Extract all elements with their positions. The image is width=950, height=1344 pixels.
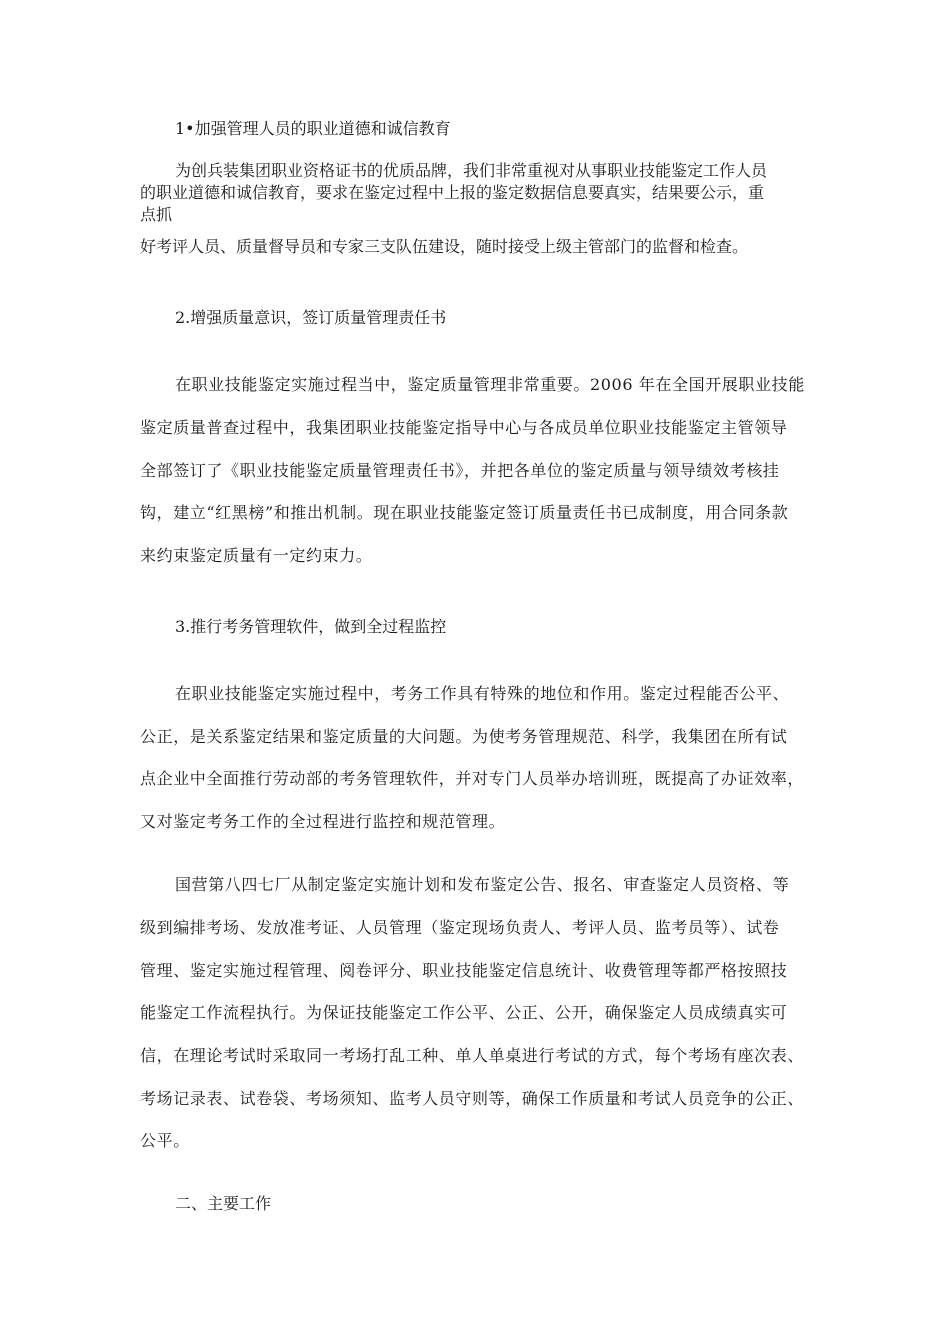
section-heading-1: 1•加强管理人员的职业道德和诚信教育 [175,119,451,138]
paragraph-4-line-6: 考场记录表、试卷袋、考场须知、监考人员守则等，确保工作质量和考试人员竞争的公正、 [140,1089,805,1108]
paragraph-3-line-1: 在职业技能鉴定实施过程中，考务工作具有特殊的地位和作用。鉴定过程能否公平、 [175,684,790,703]
section-heading-4: 二、主要工作 [175,1194,272,1213]
paragraph-4-line-2: 级到编排考场、发放准考证、人员管理（鉴定现场负责人、考评人员、监考员等）、试卷 [140,918,780,937]
paragraph-2-line-2: 鉴定质量普查过程中，我集团职业技能鉴定指导中心与各成员单位职业技能鉴定主管领导 [140,418,788,437]
paragraph-3-line-4: 又对鉴定考务工作的全过程进行监控和规范管理。 [140,812,506,831]
paragraph-3-line-2: 公正，是关系鉴定结果和鉴定质量的大问题。为使考务管理规范、科学，我集团在所有试 [140,727,788,746]
paragraph-1-line-1: 为创兵装集团职业资格证书的优质品牌，我们非常重视对从事职业技能鉴定工作人员 [175,161,768,180]
paragraph-2-line-1: 在职业技能鉴定实施过程当中，鉴定质量管理非常重要。2006 年在全国开展职业技能 [175,375,805,394]
paragraph-4-line-4: 能鉴定工作流程执行。为保证技能鉴定工作公平、公正、公开，确保鉴定人员成绩真实可 [140,1003,788,1022]
section-heading-2: 2.增强质量意识，签订质量管理责任书 [175,308,447,327]
paragraph-4-line-7: 公平。 [140,1131,190,1150]
paragraph-4-line-5: 信，在理论考试时采取同一考场打乱工种、单人单桌进行考试的方式，每个考场有座次表、 [140,1046,805,1065]
paragraph-1-line-3: 点抓 [140,205,173,224]
paragraph-2-line-5: 来约束鉴定质量有一定约束力。 [140,546,373,565]
paragraph-1-line-4: 好考评人员、质量督导员和专家三支队伍建设，随时接受上级主管部门的监督和检查。 [140,237,749,256]
paragraph-4-line-3: 管理、鉴定实施过程管理、阅卷评分、职业技能鉴定信息统计、收费管理等都严格按照技 [140,961,788,980]
paragraph-2-line-4: 钩，建立“红黑榜”和推出机制。现在职业技能鉴定签订质量责任书已成制度，用合同条款 [140,503,789,522]
paragraph-1-line-2: 的职业道德和诚信教育，要求在鉴定过程中上报的鉴定数据信息要真实，结果要公示，重 [140,183,765,202]
paragraph-2-line-3: 全部签订了《职业技能鉴定质量管理责任书》，并把各单位的鉴定质量与领导绩效考核挂 [140,461,780,480]
section-heading-3: 3.推行考务管理软件，做到全过程监控 [175,617,447,636]
paragraph-3-line-3: 点企业中全面推行劳动部的考务管理软件，并对专门人员举办培训班，既提高了办证效率， [140,769,805,788]
paragraph-4-line-1: 国营第八四七厂从制定鉴定实施计划和发布鉴定公告、报名、审查鉴定人员资格、等 [175,875,790,894]
